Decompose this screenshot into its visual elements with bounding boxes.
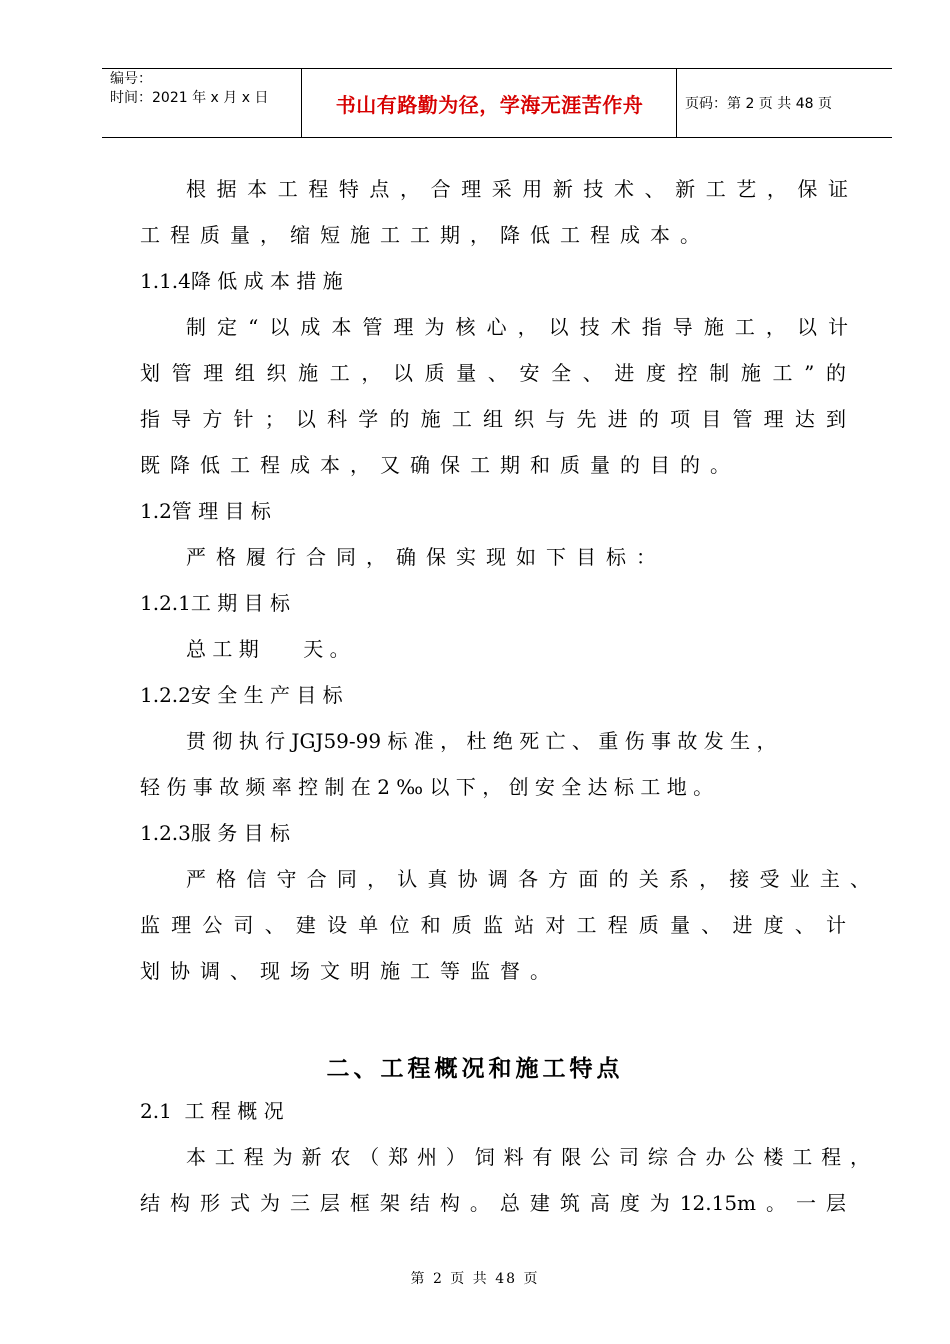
paragraph-line: 监理公司、建设单位和质监站对工程质量、进度、计 [140, 913, 846, 937]
paragraph-line: 总 工 期 天 。 [186, 637, 350, 661]
paragraph-line: 工程质量，缩短施工工期，降低工程成本。 [140, 223, 710, 247]
header-slogan: 书山有路勤为径，学海无涯苦作舟 [303, 69, 677, 137]
paragraph-line: 根据本工程特点，合理采用新技术、新工艺，保证 [186, 177, 848, 201]
section-title: 二、工程概况和施工特点 [326, 1056, 624, 1082]
heading-1-2-3: 1.2.3服 务 目 标 [140, 821, 290, 845]
paragraph-line: 严格履行合同，确保实现如下目标： [186, 545, 666, 569]
paragraph-line: 指导方针；以科学的施工组织与先进的项目管理达到 [140, 407, 846, 431]
heading-2-1: 2.1 工 程 概 况 [140, 1099, 284, 1123]
heading-1-2: 1.2管 理 目 标 [140, 499, 271, 523]
paragraph-line: 轻 伤 事 故 频 率 控 制 在 2 ‰ 以 下 ， 创 安 全 达 标 工 地 。 [140, 775, 714, 799]
heading-1-2-1: 1.2.1工 期 目 标 [140, 591, 290, 615]
page-footer: 第 2 页 共 48 页 [410, 1271, 540, 1287]
paragraph-line: 划协调、现场文明施工等监督。 [140, 959, 560, 983]
paragraph-line: 既降低工程成本，又确保工期和质量的目的。 [140, 453, 740, 477]
number-label: 编号： [110, 71, 152, 87]
header-page-info: 页码：第 2 页 共 48 页 [685, 96, 832, 112]
heading-1-1-4: 1.1.4降 低 成 本 措 施 [140, 269, 343, 293]
paragraph-line: 本工程为新农（郑州）饲料有限公司综合办公楼工程， [186, 1145, 870, 1169]
paragraph-line: 制定“以成本管理为核心，以技术指导施工，以计 [186, 315, 848, 339]
heading-1-2-2: 1.2.2安 全 生 产 目 标 [140, 683, 343, 707]
time-label: 时间：2021 年 x 月 x 日 [110, 90, 269, 106]
page-header [102, 68, 892, 138]
paragraph-line: 结构形式为三层框架结构。总建筑高度为12.15m。一层 [140, 1191, 846, 1215]
paragraph-line: 划管理组织施工，以质量、安全、进度控制施工”的 [140, 361, 846, 385]
paragraph-line: 贯 彻 执 行 JGJ59-99 标 准 ， 杜 绝 死 亡 、 重 伤 事 故 发 生 ， [186, 729, 777, 753]
paragraph-line: 严格信守合同，认真协调各方面的关系，接受业主、 [186, 867, 870, 891]
header-meta-cell [102, 69, 302, 137]
